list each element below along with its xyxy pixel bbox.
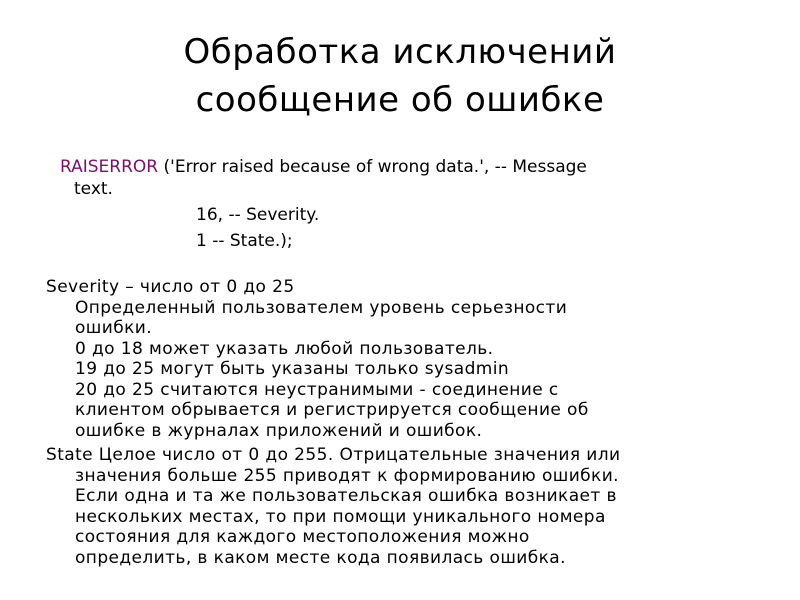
state-heading: State Целое число от 0 до 255. Отрицательные значения или	[46, 445, 621, 465]
severity-line: 19 до 25 могут быть указаны только sysadmin	[75, 359, 510, 379]
description-text	[46, 277, 620, 568]
severity-line: ошибке в журналах приложений и ошибок.	[75, 420, 483, 441]
raiserror-keyword: RAISERROR	[60, 157, 159, 177]
title-line-2: сообщение об ошибке	[195, 80, 605, 120]
code-line-1	[60, 156, 587, 178]
severity-line: Определенный пользователем уровень серьезности	[75, 297, 568, 318]
state-section	[46, 445, 620, 568]
severity-line: 0 до 18 может указать любой пользователь.	[75, 338, 494, 359]
severity-line: ошибки.	[75, 318, 153, 338]
code-line-3: 16, -- Severity.	[196, 205, 320, 225]
code-line-4: 1 -- State.);	[196, 231, 293, 251]
severity-line: клиентом обрывается и регистрируется сообщение об	[75, 400, 589, 420]
state-line: значения больше 255 приводят к формированию ошибки.	[75, 465, 619, 486]
state-line: нескольких местах, то при помощи уникального номера	[75, 506, 606, 527]
state-line: определить, в каком месте кода появилась ошибка.	[75, 547, 566, 568]
state-line: состояния для каждого местоположения можно	[75, 527, 530, 547]
severity-line: 20 до 25 считаются неустранимыми - соединение с	[75, 379, 559, 400]
code-line-1-rest: ('Error raised because of wrong data.', -- Message	[158, 157, 587, 177]
title-line-1: Обработка исключений	[183, 32, 617, 72]
severity-heading: Severity – число от 0 до 25	[46, 277, 295, 297]
severity-section	[46, 277, 620, 441]
state-line: Если одна и та же пользовательская ошибка возникает в	[75, 486, 617, 506]
code-line-2: text.	[74, 179, 113, 199]
slide-title	[0, 28, 800, 124]
